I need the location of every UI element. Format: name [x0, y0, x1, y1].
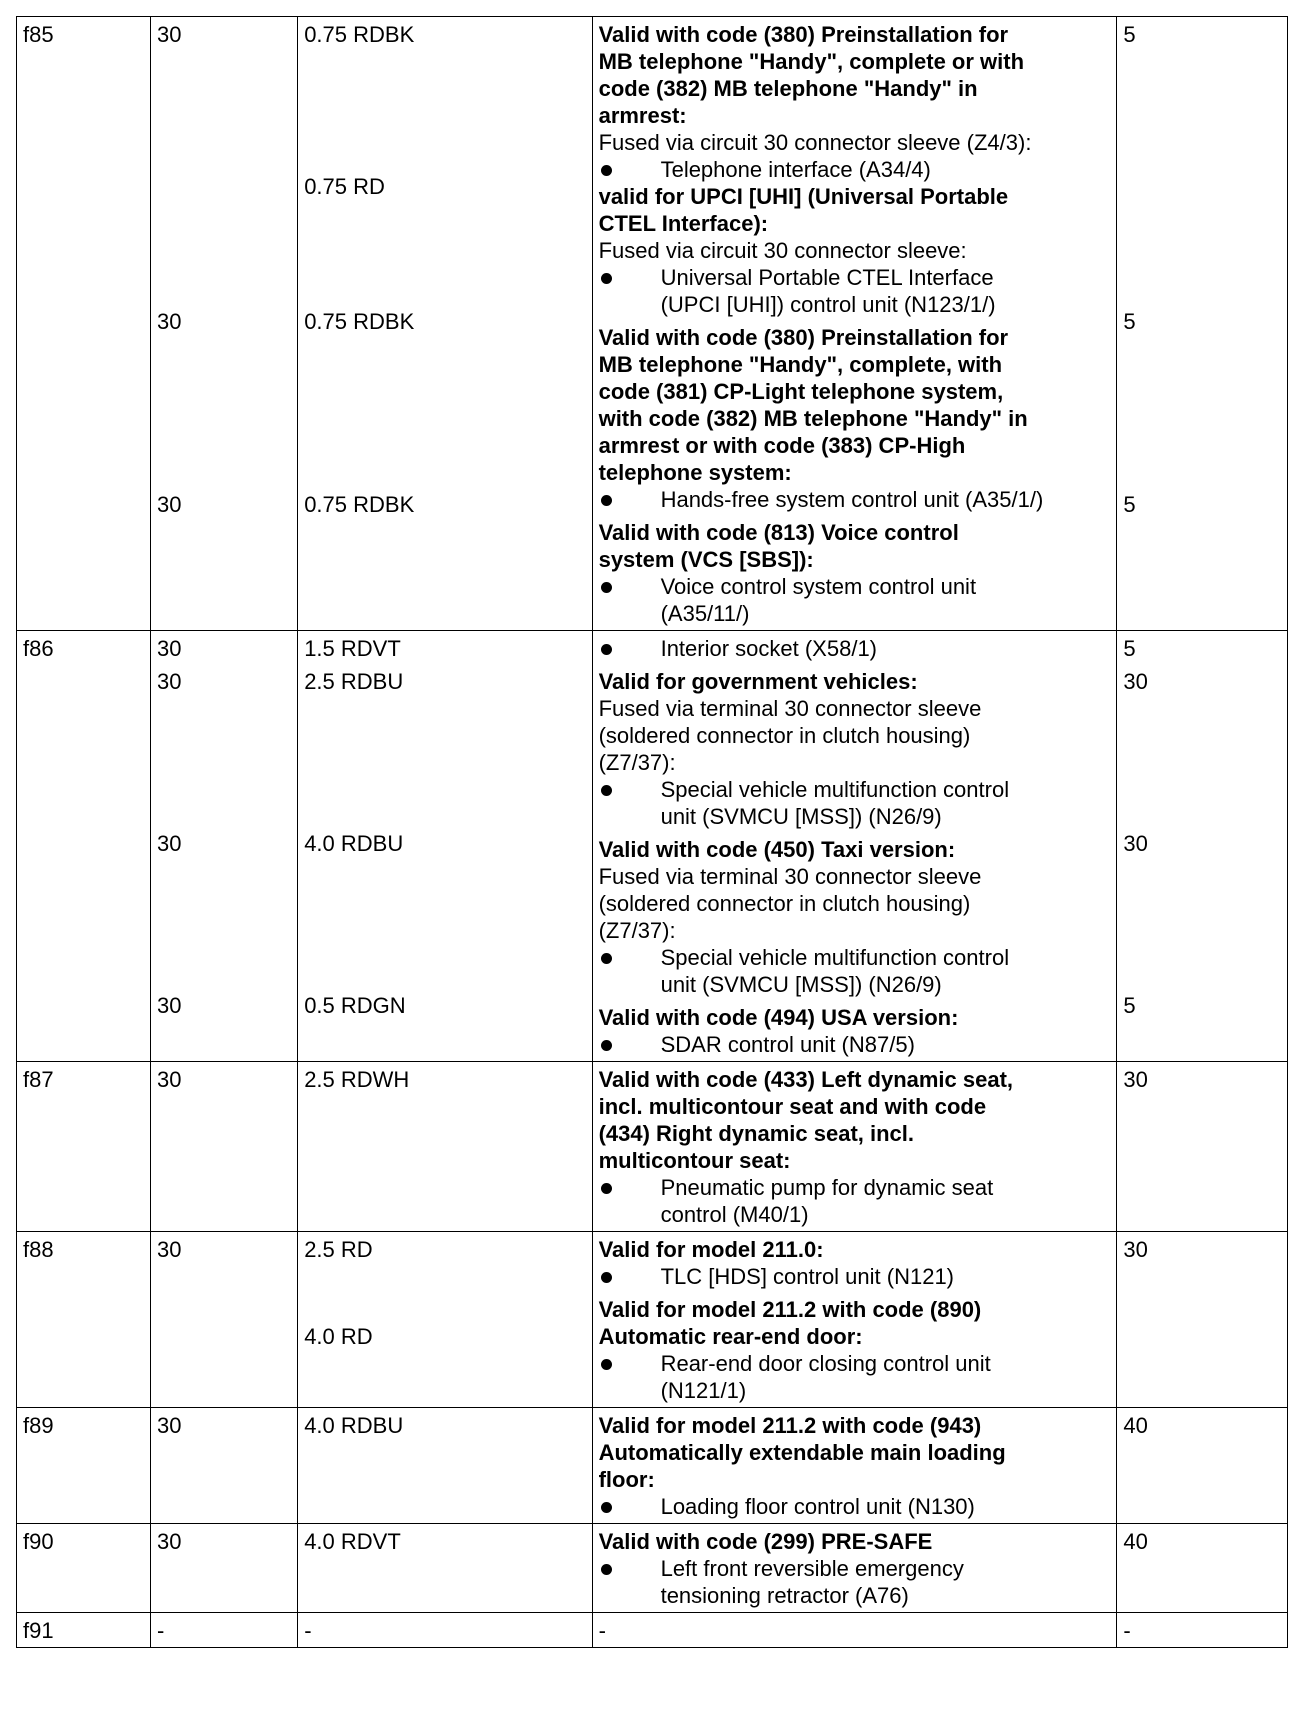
validity-heading: Valid for model 211.2 with code (943)	[598, 1413, 982, 1438]
wire-value: 0.5 RDGN	[304, 993, 406, 1018]
consumer-cell	[592, 1524, 1117, 1613]
consumer-bullet: Rear-end door closing control unit (N121/1)	[599, 1350, 1111, 1404]
consumer-value: -	[598, 1618, 606, 1643]
fuse-number: f85	[23, 22, 54, 47]
bullet-icon	[601, 644, 612, 655]
fuse-note: (Z7/37):	[598, 918, 676, 943]
amperage-cell	[1117, 1232, 1288, 1408]
fuse-note: (soldered connector in clutch housing)	[598, 723, 971, 748]
validity-heading: valid for UPCI [UHI] (Universal Portable	[598, 184, 1009, 209]
fuse-number: f89	[23, 1413, 54, 1438]
consumer-bullet: Pneumatic pump for dynamic seat control (M40/1)	[599, 1174, 1111, 1228]
validity-heading: Valid with code (450) Taxi version:	[598, 837, 956, 862]
terminal-value: 30	[157, 993, 182, 1018]
consumer-bullet: Universal Portable CTEL Interface (UPCI [UHI]) control unit (N123/1/)	[599, 264, 1111, 318]
bullet-icon	[601, 1272, 612, 1283]
wire-value: 0.75 RDBK	[304, 22, 415, 47]
bullet-icon	[601, 1040, 612, 1051]
validity-heading: Valid with code (433) Left dynamic seat,	[598, 1067, 1014, 1092]
amperage-cell	[1117, 1062, 1288, 1232]
fuse-cell	[17, 1062, 151, 1232]
consumer-cell	[592, 17, 1117, 631]
amperage-value: -	[1123, 1618, 1131, 1643]
amperage-value: 30	[1123, 831, 1148, 856]
validity-heading: Valid with code (299) PRE-SAFE	[598, 1529, 933, 1554]
wire-value: 4.0 RDBU	[304, 831, 404, 856]
terminal-value: 30	[157, 309, 182, 334]
wire-cell	[298, 631, 592, 1062]
bullet-icon	[601, 495, 612, 506]
table-row	[17, 1613, 1288, 1648]
wire-cell	[298, 17, 592, 631]
validity-heading: floor:	[598, 1467, 655, 1492]
wire-cell	[298, 1062, 592, 1232]
validity-heading: with code (382) MB telephone "Handy" in	[598, 406, 1028, 431]
consumer-bullet: Telephone interface (A34/4)	[599, 156, 1111, 183]
validity-heading: Automatic rear-end door:	[598, 1324, 863, 1349]
terminal-cell	[151, 1408, 298, 1524]
terminal-value: 30	[157, 1237, 182, 1262]
table-row	[17, 631, 1288, 1062]
fuse-cell	[17, 1232, 151, 1408]
terminal-cell	[151, 1524, 298, 1613]
fuse-cell	[17, 1408, 151, 1524]
table-row	[17, 1408, 1288, 1524]
amperage-cell	[1117, 1524, 1288, 1613]
wire-cell	[298, 1408, 592, 1524]
consumer-bullet: Special vehicle multifunction control unit (SVMCU [MSS]) (N26/9)	[599, 776, 1111, 830]
fuse-number: f86	[23, 636, 54, 661]
terminal-value: 30	[157, 492, 182, 517]
amperage-cell	[1117, 1613, 1288, 1648]
validity-heading: system (VCS [SBS]):	[598, 547, 814, 572]
validity-heading: Valid with code (494) USA version:	[598, 1005, 959, 1030]
amperage-value: 5	[1123, 309, 1136, 334]
wire-value: 0.75 RDBK	[304, 309, 415, 334]
amperage-value: 5	[1123, 22, 1136, 47]
consumer-bullet: Hands-free system control unit (A35/1/)	[599, 486, 1111, 513]
validity-heading: armrest:	[598, 103, 687, 128]
validity-heading: MB telephone "Handy", complete or with	[598, 49, 1025, 74]
validity-heading: Valid with code (813) Voice control	[598, 520, 959, 545]
consumer-bullet: Voice control system control unit (A35/11/)	[599, 573, 1111, 627]
fuse-cell	[17, 1613, 151, 1648]
consumer-bullet: Left front reversible emergency tensioning retractor (A76)	[599, 1555, 1111, 1609]
wire-value: 4.0 RD	[304, 1324, 373, 1349]
table-row	[17, 1062, 1288, 1232]
terminal-cell	[151, 17, 298, 631]
amperage-value: 5	[1123, 636, 1136, 661]
amperage-value: 40	[1123, 1529, 1148, 1554]
wire-cell	[298, 1232, 592, 1408]
validity-heading: multicontour seat:	[598, 1148, 791, 1173]
validity-heading: CTEL Interface):	[598, 211, 769, 236]
bullet-icon	[601, 273, 612, 284]
amperage-value: 40	[1123, 1413, 1148, 1438]
amperage-cell	[1117, 631, 1288, 1062]
terminal-value: 30	[157, 669, 182, 694]
bullet-icon	[601, 1183, 612, 1194]
amperage-value: 30	[1123, 669, 1148, 694]
consumer-bullet: TLC [HDS] control unit (N121)	[599, 1263, 1111, 1290]
bullet-icon	[601, 165, 612, 176]
consumer-cell	[592, 1408, 1117, 1524]
terminal-value: 30	[157, 1067, 182, 1092]
bullet-icon	[601, 1502, 612, 1513]
amperage-value: 5	[1123, 993, 1136, 1018]
wire-value: 2.5 RD	[304, 1237, 373, 1262]
bullet-icon	[601, 1564, 612, 1575]
wire-value: 2.5 RDWH	[304, 1067, 410, 1092]
table-row	[17, 1524, 1288, 1613]
fuse-note: Fused via circuit 30 connector sleeve:	[598, 238, 967, 263]
terminal-value: 30	[157, 636, 182, 661]
consumer-bullet: Interior socket (X58/1)	[599, 635, 1111, 662]
validity-heading: Valid for model 211.0:	[598, 1237, 824, 1262]
fuse-note: Fused via circuit 30 connector sleeve (Z4/3):	[598, 130, 1032, 155]
consumer-cell	[592, 1232, 1117, 1408]
wire-cell	[298, 1524, 592, 1613]
terminal-cell	[151, 1062, 298, 1232]
consumer-bullet: Special vehicle multifunction control unit (SVMCU [MSS]) (N26/9)	[599, 944, 1111, 998]
validity-heading: incl. multicontour seat and with code	[598, 1094, 987, 1119]
wire-value: 4.0 RDBU	[304, 1413, 404, 1438]
terminal-value: -	[157, 1618, 165, 1643]
consumer-bullet: Loading floor control unit (N130)	[599, 1493, 1111, 1520]
table-row	[17, 1232, 1288, 1408]
fuse-number: f88	[23, 1237, 54, 1262]
fuse-number: f91	[23, 1618, 54, 1643]
fuse-note: (Z7/37):	[598, 750, 676, 775]
amperage-value: 30	[1123, 1237, 1148, 1262]
amperage-cell	[1117, 17, 1288, 631]
terminal-value: 30	[157, 1413, 182, 1438]
wire-value: 4.0 RDVT	[304, 1529, 401, 1554]
terminal-cell	[151, 1232, 298, 1408]
fuse-allocation-table	[16, 16, 1288, 1648]
fuse-note: Fused via terminal 30 connector sleeve	[598, 864, 982, 889]
bullet-icon	[601, 953, 612, 964]
consumer-cell	[592, 1613, 1117, 1648]
validity-heading: armrest or with code (383) CP-High	[598, 433, 966, 458]
consumer-cell	[592, 1062, 1117, 1232]
fuse-cell	[17, 1524, 151, 1613]
consumer-bullet: SDAR control unit (N87/5)	[599, 1031, 1111, 1058]
wire-value: 1.5 RDVT	[304, 636, 401, 661]
wire-value: -	[304, 1618, 312, 1643]
bullet-icon	[601, 582, 612, 593]
terminal-value: 30	[157, 831, 182, 856]
validity-heading: telephone system:	[598, 460, 792, 485]
validity-heading: Valid with code (380) Preinstallation for	[598, 22, 1009, 47]
terminal-cell	[151, 1613, 298, 1648]
wire-value: 0.75 RDBK	[304, 492, 415, 517]
validity-heading: Valid with code (380) Preinstallation for	[598, 325, 1009, 350]
fuse-cell	[17, 17, 151, 631]
fuse-number: f90	[23, 1529, 54, 1554]
validity-heading: code (381) CP-Light telephone system,	[598, 379, 1004, 404]
validity-heading: Valid for model 211.2 with code (890)	[598, 1297, 982, 1322]
consumer-cell	[592, 631, 1117, 1062]
terminal-value: 30	[157, 22, 182, 47]
terminal-cell	[151, 631, 298, 1062]
fuse-note: (soldered connector in clutch housing)	[598, 891, 971, 916]
bullet-icon	[601, 1359, 612, 1370]
fuse-cell	[17, 631, 151, 1062]
validity-heading: code (382) MB telephone "Handy" in	[598, 76, 978, 101]
validity-heading: Automatically extendable main loading	[598, 1440, 1006, 1465]
wire-value: 0.75 RD	[304, 174, 385, 199]
wire-cell	[298, 1613, 592, 1648]
bullet-icon	[601, 785, 612, 796]
amperage-value: 30	[1123, 1067, 1148, 1092]
validity-heading: (434) Right dynamic seat, incl.	[598, 1121, 915, 1146]
terminal-value: 30	[157, 1529, 182, 1554]
wire-value: 2.5 RDBU	[304, 669, 404, 694]
amperage-cell	[1117, 1408, 1288, 1524]
amperage-value: 5	[1123, 492, 1136, 517]
fuse-note: Fused via terminal 30 connector sleeve	[598, 696, 982, 721]
fuse-number: f87	[23, 1067, 54, 1092]
validity-heading: Valid for government vehicles:	[598, 669, 918, 694]
validity-heading: MB telephone "Handy", complete, with	[598, 352, 1003, 377]
table-row	[17, 17, 1288, 631]
